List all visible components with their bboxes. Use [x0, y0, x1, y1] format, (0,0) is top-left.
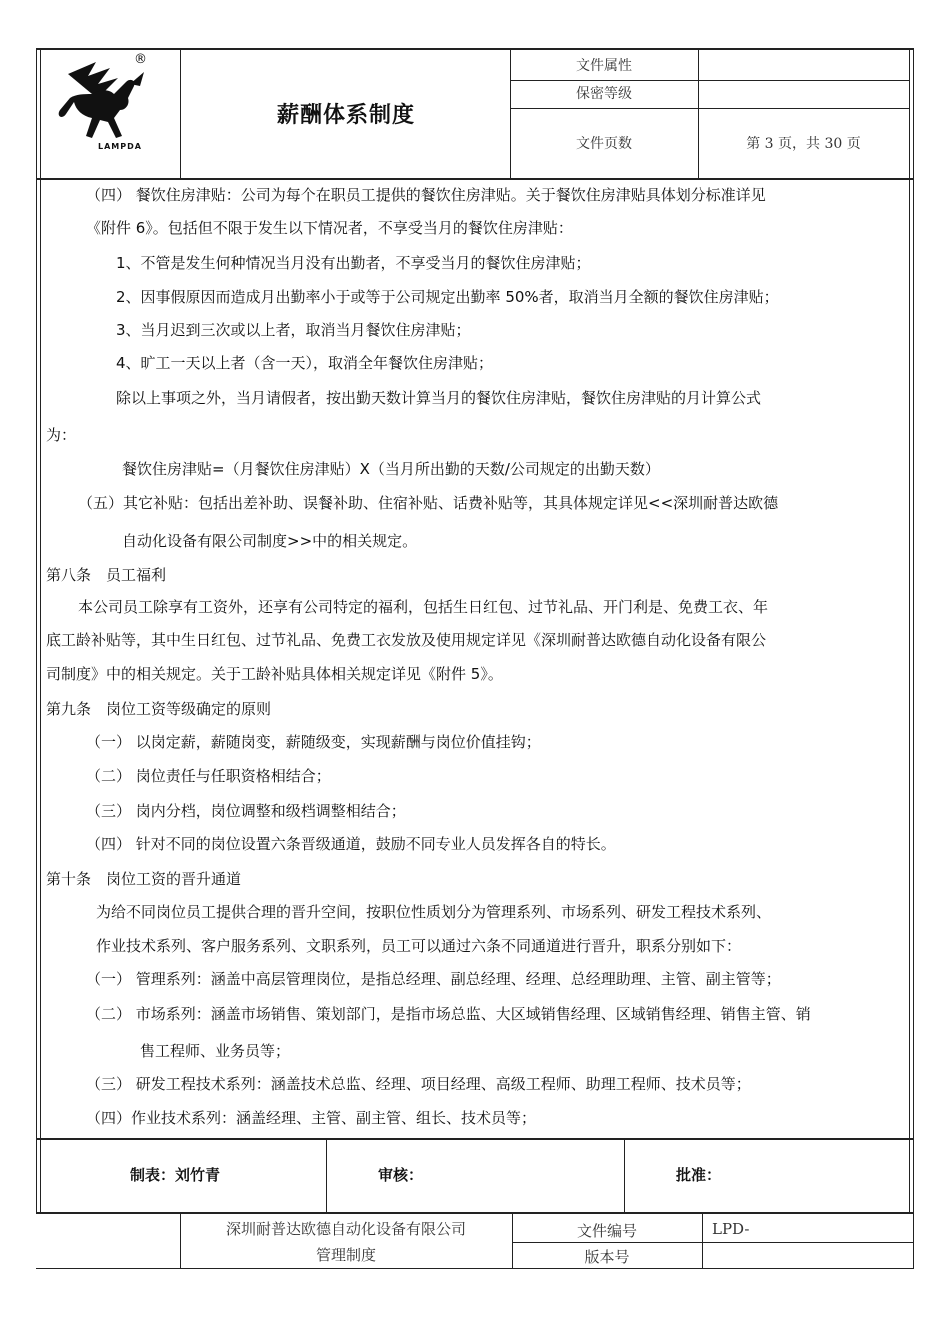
body-line: （一） 管理系列：涵盖中高层管理岗位，是指总经理、副总经理、经理、总经理助理、主管、副主管等； [86, 970, 781, 988]
body-line: 第十条 岗位工资的晋升通道 [46, 870, 242, 888]
reviewed-by: 审核： [378, 1166, 424, 1184]
document-body [46, 180, 908, 1140]
body-line: 作业技术系列、客户服务系列、文职系列，员工可以通过六条不同通道进行晋升，职系分别如下： [96, 937, 742, 955]
body-line: （四）作业技术系列：涵盖经理、主管、副主管、组长、技术员等； [86, 1109, 537, 1127]
file-attribute-label: 文件属性 [576, 58, 632, 74]
body-line: 为给不同岗位员工提供合理的晋升空间，按职位性质划分为管理系列、市场系列、研发工程技术系列、 [96, 903, 772, 921]
body-line: 为： [46, 426, 77, 444]
version-label: 版本号 [584, 1248, 630, 1266]
body-line: 4、旷工一天以上者（含一天），取消全年餐饮住房津贴； [116, 354, 494, 372]
file-number-label: 文件编号 [576, 1222, 637, 1240]
body-line: （三） 研发工程技术系列：涵盖技术总监、经理、项目经理、高级工程师、助理工程师、技术员等； [86, 1075, 751, 1093]
file-number-value: LPD- [712, 1220, 750, 1238]
body-line: 司制度》中的相关规定。关于工龄补贴具体相关规定详见《附件 5》。 [46, 665, 503, 683]
registered-mark: ® [134, 52, 147, 67]
body-line: （三） 岗内分档，岗位调整和级档调整相结合； [86, 802, 406, 820]
body-line: 自动化设备有限公司制度>>中的相关规定。 [122, 532, 418, 550]
body-line: （二） 岗位责任与任职资格相结合； [86, 767, 331, 785]
footer-doc-type: 管理制度 [315, 1246, 376, 1264]
page-count-value: 第 3 页，共 30 页 [746, 136, 861, 152]
approved-by: 批准： [676, 1166, 722, 1184]
body-line: （五）其它补贴：包括出差补助、误餐补助、住宿补贴、话费补贴等，其具体规定详见<<深圳耐普达欧德 [78, 494, 779, 512]
body-line: 除以上事项之外，当月请假者，按出勤天数计算当月的餐饮住房津贴，餐饮住房津贴的月计算公式 [116, 389, 762, 407]
body-line: 2、因事假原因而造成月出勤率小于或等于公司规定出勤率 50%者，取消当月全额的餐饮住房津贴； [116, 288, 779, 306]
body-line: 售工程师、业务员等； [140, 1042, 291, 1060]
body-line: 餐饮住房津贴=（月餐饮住房津贴）X（当月所出勤的天数/公司规定的出勤天数） [122, 460, 660, 478]
body-line: 3、当月迟到三次或以上者，取消当月餐饮住房津贴； [116, 321, 471, 339]
company-logo [48, 54, 174, 154]
prepared-by: 制表：刘竹青 [130, 1166, 221, 1184]
document-title: 薪酬体系制度 [276, 103, 415, 128]
body-line: 底工龄补贴等，其中生日红包、过节礼品、免费工衣发放及使用规定详见《深圳耐普达欧德自动化设备有限公 [46, 631, 767, 649]
page-count-label: 文件页数 [576, 136, 632, 152]
body-line: （四） 针对不同的岗位设置六条晋级通道，鼓励不同专业人员发挥各自的特长。 [86, 835, 616, 853]
body-line: （一） 以岗定薪，薪随岗变，薪随级变，实现薪酬与岗位价值挂钩； [86, 733, 541, 751]
secrecy-level-label: 保密等级 [576, 86, 632, 102]
footer-company-name: 深圳耐普达欧德自动化设备有限公司 [225, 1220, 466, 1238]
body-line: （二） 市场系列：涵盖市场销售、策划部门，是指市场总监、大区域销售经理、区域销售经理、销售主管、销 [86, 1005, 811, 1023]
body-line: 《附件 6》。包括但不限于发生以下情况者，不享受当月的餐饮住房津贴： [86, 219, 573, 237]
pegasus-logo-icon [48, 54, 174, 154]
body-line: 第九条 岗位工资等级确定的原则 [46, 700, 272, 718]
body-line: 1、不管是发生何种情况当月没有出勤者，不享受当月的餐饮住房津贴； [116, 254, 591, 272]
body-line: 本公司员工除享有工资外，还享有公司特定的福利，包括生日红包、过节礼品、开门利是、免费工衣、年 [78, 598, 769, 616]
body-line: 第八条 员工福利 [46, 566, 167, 584]
logo-text: LAMPDA [98, 142, 142, 151]
body-line: （四） 餐饮住房津贴：公司为每个在职员工提供的餐饮住房津贴。关于餐饮住房津贴具体划分标准详见 [86, 186, 766, 204]
